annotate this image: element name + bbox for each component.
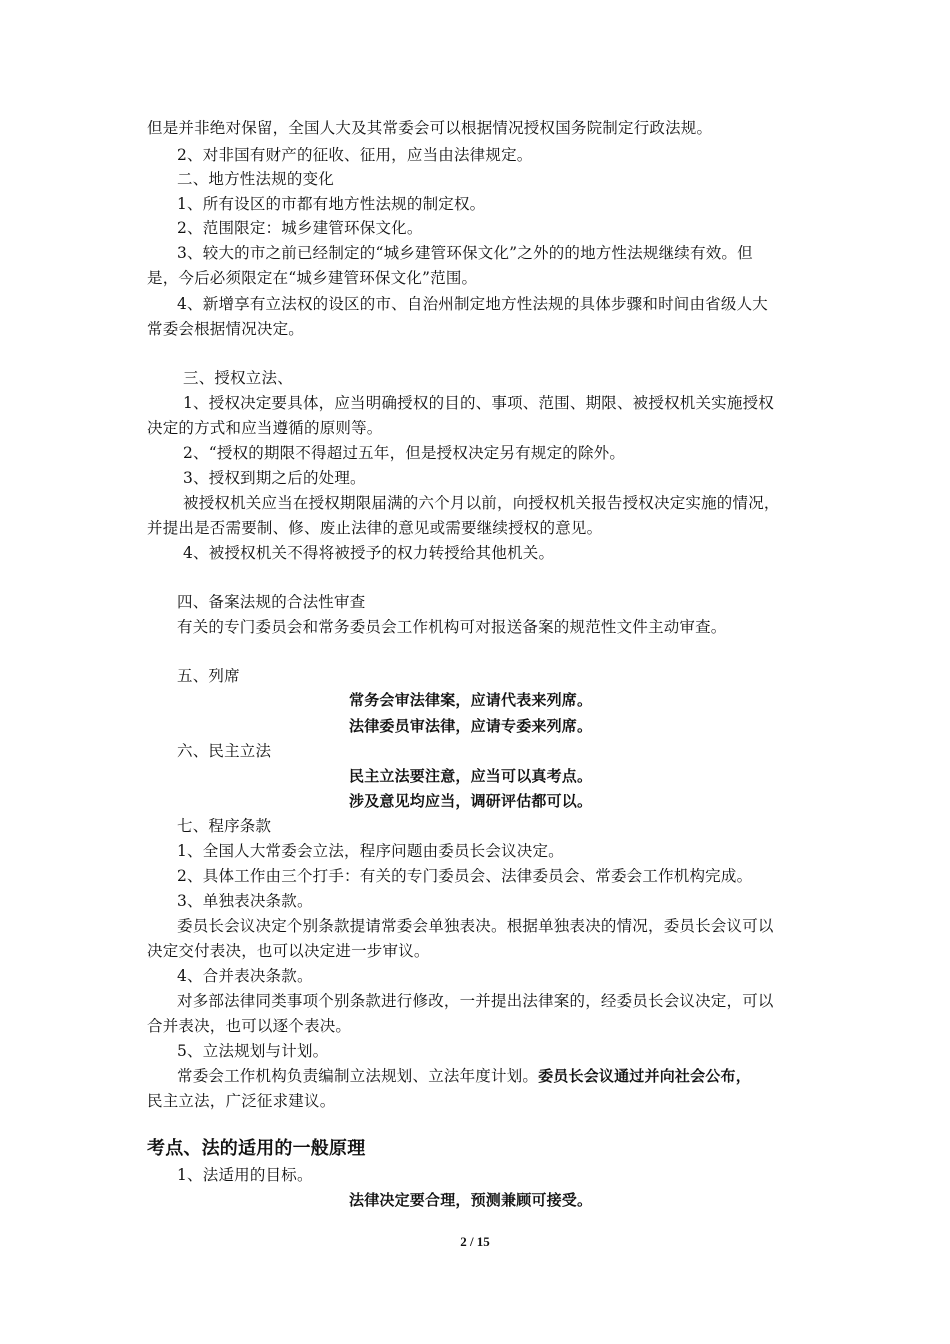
emphasis-text: 委员长会议通过并向社会公布， — [538, 1067, 751, 1085]
text-line: 1、全国人大常委会立法，程序问题由委员长会议决定。 — [177, 842, 564, 860]
text-line: 4、被授权机关不得将被授予的权力转授给其他机关。 — [183, 544, 555, 562]
text-line: 2、范围限定：城乡建管环保文化。 — [177, 219, 423, 237]
text-line: 并提出是否需要制、修、废止法律的意见或需要继续授权的意见。 — [147, 519, 603, 537]
text-line: 4、合并表决条款。 — [177, 967, 313, 985]
text-line: 委员长会议决定个别条款提请常委会单独表决。根据单独表决的情况，委员长会议可以 — [177, 917, 774, 935]
text-line: 4、新增享有立法权的设区的市、自治州制定地方性法规的具体步骤和时间由省级人大 — [177, 295, 768, 313]
section-heading: 五、列席 — [177, 667, 240, 685]
mnemonic-line: 法律委员审法律，应请专委来列席。 — [349, 717, 593, 735]
section-heading: 四、备案法规的合法性审查 — [177, 593, 366, 611]
text-line: 民主立法，广泛征求建议。 — [147, 1092, 336, 1110]
text-line: 对多部法律同类事项个别条款进行修改，一并提出法律案的，经委员长会议决定，可以 — [177, 992, 774, 1010]
text-line: 3、单独表决条款。 — [177, 892, 313, 910]
mnemonic-line: 常务会审法律案，应请代表来列席。 — [349, 691, 593, 709]
text-line: 被授权机关应当在授权期限届满的六个月以前，向授权机关报告授权决定实施的情况， — [183, 494, 780, 512]
text-line: 3、较大的市之前已经制定的“城乡建管环保文化”之外的的地方性法规继续有效。但 — [177, 244, 753, 262]
topic-heading: 考点、法的适用的一般原理 — [147, 1138, 366, 1159]
section-heading: 七、程序条款 — [177, 817, 272, 835]
section-heading: 二、地方性法规的变化 — [177, 170, 335, 188]
text-line: 决定交付表决，也可以决定进一步审议。 — [147, 942, 430, 960]
section-heading: 六、民主立法 — [177, 742, 272, 760]
text-line: 1、授权决定要具体，应当明确授权的目的、事项、范围、期限、被授权机关实施授权 — [183, 394, 774, 412]
text-line — [177, 1066, 751, 1086]
mnemonic-line: 涉及意见均应当，调研评估都可以。 — [349, 792, 593, 810]
page-number: 2 / 15 — [460, 1234, 490, 1249]
text-line: 是，今后必须限定在“城乡建管环保文化”范围。 — [147, 269, 478, 287]
text-segment: 常委会工作机构负责编制立法规划、立法年度计划。 — [177, 1067, 539, 1085]
text-line: 3、授权到期之后的处理。 — [183, 469, 366, 487]
text-line: 2、对非国有财产的征收、征用，应当由法律规定。 — [177, 146, 533, 164]
text-line: 1、所有设区的市都有地方性法规的制定权。 — [177, 195, 486, 213]
text-line: 决定的方式和应当遵循的原则等。 — [147, 419, 383, 437]
text-line: 5、立法规划与计划。 — [177, 1042, 329, 1060]
text-line: 常委会根据情况决定。 — [147, 320, 305, 338]
text-line: 有关的专门委员会和常务委员会工作机构可对报送备案的规范性文件主动审查。 — [177, 618, 727, 636]
text-line: 1、法适用的目标。 — [177, 1166, 313, 1184]
section-heading: 三、授权立法、 — [183, 369, 293, 387]
text-line: 2、具体工作由三个打手：有关的专门委员会、法律委员会、常委会工作机构完成。 — [177, 867, 753, 885]
text-line: 2、“授权的期限不得超过五年，但是授权决定另有规定的除外。 — [183, 444, 626, 462]
mnemonic-line: 民主立法要注意，应当可以真考点。 — [349, 767, 593, 785]
text-line: 但是并非绝对保留，全国人大及其常委会可以根据情况授权国务院制定行政法规。 — [147, 119, 713, 137]
mnemonic-line: 法律决定要合理，预测兼顾可接受。 — [349, 1191, 593, 1209]
text-line: 合并表决，也可以逐个表决。 — [147, 1017, 352, 1035]
